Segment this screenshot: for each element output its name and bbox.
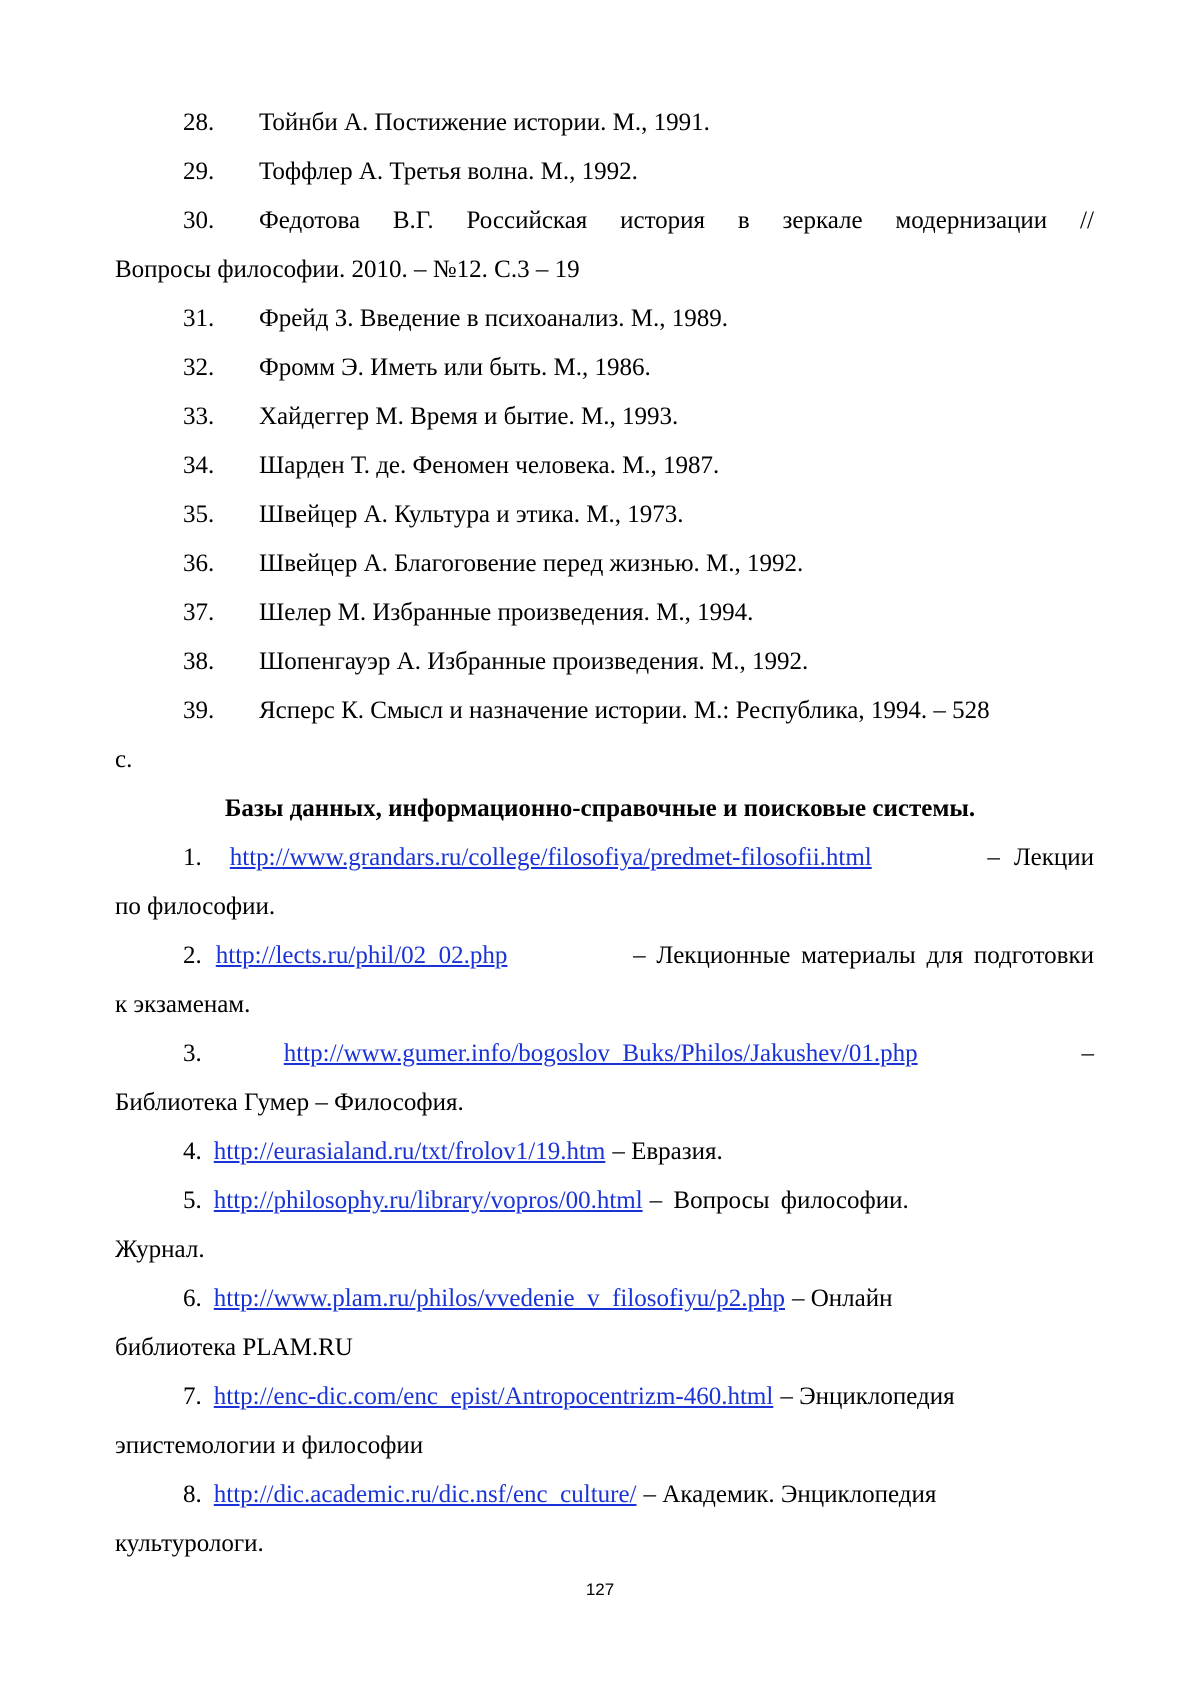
site-item (183, 1186, 1094, 1216)
reference-text: Тоффлер А. Третья волна. М., 1992. (259, 158, 638, 185)
site-item (183, 941, 1094, 971)
reference-word: модернизации (895, 207, 1048, 234)
reference-word: // (1080, 207, 1094, 234)
site-link[interactable]: http://lects.ru/phil/02_02.php (215, 942, 508, 969)
site-item (183, 1137, 1094, 1167)
reference-number: 39. (183, 697, 215, 724)
site-item (183, 1480, 1094, 1510)
site-item (183, 843, 1094, 873)
site-item (183, 1382, 1094, 1412)
site-description: – Евразия. (612, 1138, 723, 1165)
site-number: 7. (183, 1383, 202, 1410)
site-link[interactable]: http://eurasialand.ru/txt/frolov1/19.htm (213, 1138, 606, 1165)
reference-number: 29. (183, 158, 215, 185)
reference-number: 38. (183, 648, 215, 675)
reference-text: Тойнби А. Постижение истории. М., 1991. (259, 109, 710, 136)
site-dash: – (987, 844, 1000, 871)
site-description: Лекции (1013, 844, 1094, 871)
site-number: 4. (183, 1138, 202, 1165)
site-description: – Академик. Энциклопедия (643, 1481, 937, 1508)
site-number: 5. (183, 1187, 202, 1214)
reference-text: Шарден Т. де. Феномен человека. М., 1987. (259, 452, 720, 479)
reference-number: 35. (183, 501, 215, 528)
site-number: 8. (183, 1481, 202, 1508)
site-description: по философии. (115, 893, 276, 920)
reference-word: история (620, 207, 706, 234)
site-link[interactable]: http://enc-dic.com/enc_epist/Antropocentrizm-460.html (213, 1383, 774, 1410)
reference-text: Хайдеггер М. Время и бытие. М., 1993. (259, 403, 679, 430)
page-number: 127 (585, 1580, 615, 1599)
reference-text (259, 206, 1094, 236)
site-description: – Онлайн (792, 1285, 893, 1312)
site-item (183, 1284, 1094, 1314)
site-number: 1. (183, 844, 202, 871)
site-link[interactable]: http://dic.academic.ru/dic.nsf/enc_culture/ (213, 1481, 637, 1508)
site-description: к экзаменам. (115, 991, 251, 1018)
reference-text: Ясперс К. Смысл и назначение истории. М.: Республика, 1994. – 528 (259, 697, 990, 724)
reference-number: 36. (183, 550, 215, 577)
reference-number: 28. (183, 109, 215, 136)
reference-number: 32. (183, 354, 215, 381)
reference-word: зеркале (782, 207, 863, 234)
reference-number: 31. (183, 305, 215, 332)
site-number: 3. (183, 1040, 202, 1067)
reference-number: 30. (183, 207, 215, 234)
site-description: эпистемологии и философии (115, 1432, 424, 1459)
reference-text: Вопросы философии. 2010. – №12. С.3 – 19 (115, 256, 580, 283)
site-link[interactable]: http://philosophy.ru/library/vopros/00.html (213, 1187, 643, 1214)
reference-number: 37. (183, 599, 215, 626)
reference-word: в (737, 207, 750, 234)
reference-word: Российская (466, 207, 588, 234)
site-description: – Лекционные материалы для подготовки (633, 942, 1094, 969)
site-description: – Энциклопедия (780, 1383, 955, 1410)
site-description: – Вопросы философии. (649, 1187, 909, 1214)
site-description: библиотека PLAM.RU (115, 1334, 353, 1361)
site-number: 6. (183, 1285, 202, 1312)
reference-number: 34. (183, 452, 215, 479)
site-description: Библиотека Гумер – Философия. (115, 1089, 464, 1116)
site-dash: – (1081, 1040, 1094, 1067)
reference-text: Швейцер А. Благоговение перед жизнью. М., 1992. (259, 550, 804, 577)
reference-word: В.Г. (392, 207, 434, 234)
reference-text: Фрейд З. Введение в психоанализ. М., 1989. (259, 305, 728, 332)
site-description: культурологи. (115, 1530, 264, 1557)
site-item (183, 1039, 1094, 1069)
reference-text: Фромм Э. Иметь или быть. М., 1986. (259, 354, 651, 381)
reference-text: с. (115, 746, 133, 773)
site-link[interactable]: http://www.grandars.ru/college/filosofiya/predmet-filosofii.html (229, 844, 872, 871)
reference-text: Шопенгауэр А. Избранные произведения. М., 1992. (259, 648, 809, 675)
site-description: Журнал. (115, 1236, 205, 1263)
site-link[interactable]: http://www.gumer.info/bogoslov_Buks/Philos/Jakushev/01.php (283, 1040, 918, 1067)
site-number: 2. (183, 942, 202, 969)
reference-text: Шелер М. Избранные произведения. М., 1994. (259, 599, 754, 626)
section-heading: Базы данных, информационно-справочные и поисковые системы. (224, 795, 976, 822)
site-link[interactable]: http://www.plam.ru/philos/vvedenie_v_filosofiyu/p2.php (213, 1285, 785, 1312)
reference-number: 33. (183, 403, 215, 430)
reference-word: Федотова (259, 207, 361, 234)
reference-text: Швейцер А. Культура и этика. М., 1973. (259, 501, 684, 528)
